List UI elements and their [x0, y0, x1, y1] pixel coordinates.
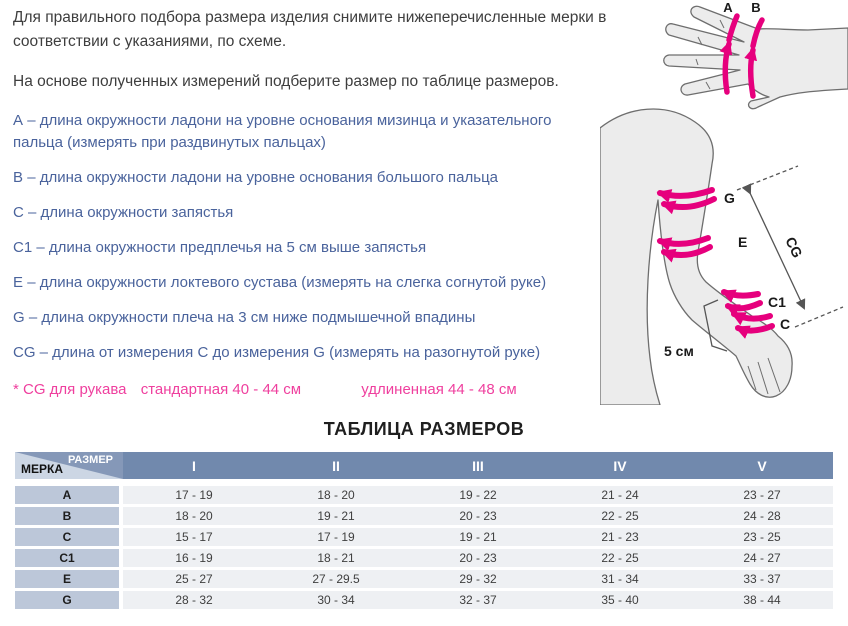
- size-cell: 17 - 19: [175, 488, 213, 502]
- row-label: С1: [15, 549, 119, 567]
- column-header: I: [192, 457, 196, 474]
- size-cell: 21 - 23: [601, 530, 639, 544]
- size-cell: 28 - 32: [175, 593, 213, 607]
- size-cell: 19 - 22: [459, 488, 497, 502]
- measurement-key: С1: [13, 239, 33, 256]
- size-cell: 29 - 32: [459, 572, 497, 586]
- corner-size-label: РАЗМЕР: [67, 454, 113, 466]
- size-cell: 18 - 21: [317, 551, 355, 565]
- measurement-text: – длина окружности предплечья на 5 см выше запястья: [36, 239, 427, 256]
- table-header-row: [15, 452, 833, 479]
- note-extended: удлиненная 44 - 48 см: [361, 381, 517, 398]
- dashed-line-c: [795, 307, 843, 327]
- measurement-item-cg: [13, 342, 588, 364]
- row-label: Е: [15, 570, 119, 588]
- measurement-key: А: [13, 112, 24, 129]
- label-c1: С1: [768, 294, 786, 310]
- torso-arm-silhouette: [600, 109, 792, 405]
- size-cell: 19 - 21: [317, 509, 355, 523]
- size-cell: 20 - 23: [459, 509, 497, 523]
- corner-measure-label: МЕРКА: [21, 462, 63, 476]
- size-cell: 23 - 25: [743, 530, 781, 544]
- label-e: Е: [738, 234, 748, 250]
- table-row: [15, 486, 833, 504]
- ring-c: [734, 314, 770, 319]
- row-values: [123, 528, 833, 546]
- size-cell: 21 - 24: [601, 488, 639, 502]
- intro-paragraph-1: Для правильного подбора размера изделия снимите нижеперечисленные мерки в соответствии с указаниями, по схеме.: [13, 9, 607, 50]
- table-row: [15, 591, 833, 609]
- measurement-text: – длина окружности локтевого сустава (измерять на слегка согнутой руке): [27, 274, 547, 291]
- measurement-key: G: [13, 309, 25, 326]
- size-cell: 31 - 34: [601, 572, 639, 586]
- size-cell: 30 - 34: [317, 593, 355, 607]
- measurement-key: CG: [13, 344, 36, 361]
- table-row: [15, 507, 833, 525]
- measurement-text: – длина окружности плеча на 3 см ниже подмышечной впадины: [28, 309, 476, 326]
- measurement-item-e: [13, 272, 588, 294]
- measurement-item-c: [13, 202, 588, 224]
- size-cell: 22 - 25: [601, 551, 639, 565]
- measurement-text: – длина окружности ладони на уровне основания мизинца и указательного пальца (измерять при раздвинутых пальцах): [13, 112, 552, 151]
- size-table-title: ТАБЛИЦА РАЗМЕРОВ: [323, 419, 525, 439]
- measurement-item-c1: [13, 237, 588, 259]
- size-cell: 18 - 20: [175, 509, 213, 523]
- label-5cm: 5 см: [664, 343, 694, 359]
- hand-silhouette: [664, 6, 848, 108]
- label-cg: CG: [782, 234, 806, 261]
- table-row: [15, 528, 833, 546]
- note-standard: стандартная 40 - 44 см: [140, 381, 302, 398]
- column-header: II: [332, 457, 340, 474]
- table-row: [15, 570, 833, 588]
- row-values: [123, 507, 833, 525]
- row-label: G: [15, 591, 119, 609]
- size-table: [15, 452, 833, 612]
- size-cell: 24 - 28: [743, 509, 781, 523]
- row-label: В: [15, 507, 119, 525]
- measurement-key: В: [13, 169, 24, 186]
- table-row: [15, 549, 833, 567]
- size-cell: 33 - 37: [743, 572, 781, 586]
- measurement-item-g: [13, 307, 588, 329]
- size-cell: 25 - 27: [175, 572, 213, 586]
- label-g: G: [724, 190, 735, 206]
- row-values: [123, 486, 833, 504]
- label-c: С: [780, 316, 791, 332]
- column-header: V: [757, 457, 767, 474]
- measurement-key: С: [13, 204, 24, 221]
- row-values: [123, 591, 833, 609]
- measurement-text: – длина окружности запястья: [28, 204, 234, 221]
- column-header-strip: [123, 452, 833, 479]
- size-cell: 19 - 21: [459, 530, 497, 544]
- size-cell: 24 - 27: [743, 551, 781, 565]
- ring-c1: [724, 292, 758, 296]
- row-values: [123, 549, 833, 567]
- size-cell: 38 - 44: [743, 593, 781, 607]
- label-b: В: [751, 0, 761, 15]
- note-prefix: * CG для рукава: [13, 381, 127, 398]
- measurement-item-a: [13, 110, 588, 154]
- instructions-column: [13, 6, 609, 398]
- row-label: С: [15, 528, 119, 546]
- size-cell: 20 - 23: [459, 551, 497, 565]
- label-a: А: [723, 0, 733, 15]
- table-corner-cell: [15, 452, 123, 479]
- size-cell: 27 - 29.5: [312, 572, 360, 586]
- size-cell: 17 - 19: [317, 530, 355, 544]
- row-values: [123, 570, 833, 588]
- size-cell: 15 - 17: [175, 530, 213, 544]
- column-header: IV: [613, 457, 627, 474]
- column-header: III: [472, 457, 484, 474]
- measurement-item-b: [13, 167, 588, 189]
- size-cell: 35 - 40: [601, 593, 639, 607]
- size-cell: 22 - 25: [601, 509, 639, 523]
- measurement-text: – длина от измерения С до измерения G (измерять на разогнутой руке): [39, 344, 541, 361]
- intro-paragraph-2: На основе полученных измерений подберите размер по таблице размеров.: [13, 73, 559, 90]
- row-label: А: [15, 486, 119, 504]
- size-cell: 16 - 19: [175, 551, 213, 565]
- band-b: [751, 50, 753, 96]
- size-cell: 32 - 37: [459, 593, 497, 607]
- dashed-line-g: [737, 166, 798, 190]
- arm-measurement-diagram: [600, 100, 848, 405]
- size-cell: 23 - 27: [743, 488, 781, 502]
- sleeve-length-note: [13, 381, 609, 398]
- hand-measurement-diagram: [640, 0, 848, 112]
- measurement-key: Е: [13, 274, 24, 291]
- measurement-text: – длина окружности ладони на уровне основания большого пальца: [27, 169, 499, 186]
- size-cell: 18 - 20: [317, 488, 355, 502]
